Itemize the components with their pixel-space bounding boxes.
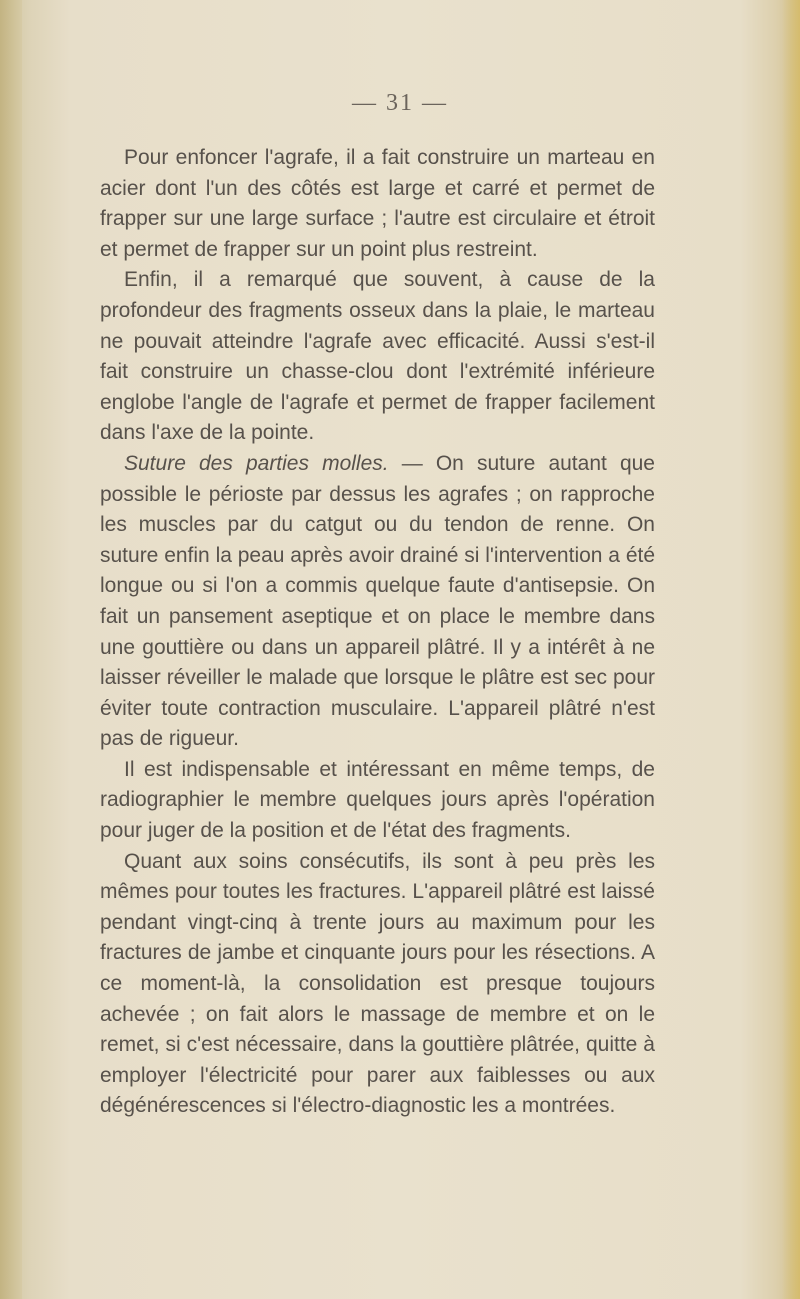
page-edge-stain <box>782 0 800 1299</box>
paragraph-text: Quant aux soins consécutifs, ils sont à peu près les mêmes pour toutes les fractures. L'appareil plâtré est laissé pendant vingt-cinq à trente jours au maximum pour les fractures de jambe et cinquante jours pour les résections. A ce moment-là, la consolidation est presque toujours achevée ; on fait alors le massage de membre et on le remet, si c'est nécessaire, dans la gouttière plâtrée, quitte à employer l'électricité pour parer aux faiblesses ou aux dégénérescences si l'électro-diagnostic les a montrées. <box>100 849 655 1118</box>
paragraph-text: Enfin, il a remarqué que souvent, à cause de la profondeur des fragments osseux dans la plaie, le marteau ne pouvait atteindre l'agrafe avec efficacité. Aussi s'est-il fait construire un chasse-clou dont l'extrémité inférieure englobe l'angle de l'agrafe et permet de frapper facilement dans l'axe de la pointe. <box>100 268 655 445</box>
paragraph-5 <box>100 847 655 1122</box>
paragraph-text: Il est indispensable et intéressant en même temps, de radiographier le membre quelques jours après l'opération pour juger de la position et de l'état des fragments. <box>100 757 655 843</box>
paragraph-text: — On suture autant que possible le périoste par dessus les agrafes ; on rapproche les muscles par du catgut ou du tendon de renne. On suture enfin la peau après avoir drainé si l'intervention a été longue ou si l'on a commis quelque faute d'antisepsie. On fait un pansement aseptique et on place le membre dans une gouttière ou dans un appareil plâtré. Il y a intérêt à ne laisser réveiller le malade que lorsque le plâtre est sec pour éviter toute contraction musculaire. L'appareil plâtré n'est pas de rigueur. <box>100 451 656 751</box>
paragraph-2 <box>100 265 655 449</box>
paragraph-1 <box>100 143 655 265</box>
paragraph-text: Pour enfoncer l'agrafe, il a fait construire un marteau en acier dont l'un des côtés est large et carré et permet de frapper sur une large surface ; l'autre est circulaire et étroit et permet de frapper sur un point plus restreint. <box>100 146 655 261</box>
paragraph-4 <box>100 755 655 847</box>
page-binding-shadow <box>0 0 22 1299</box>
section-heading: Suture des parties molles. <box>124 451 389 475</box>
paragraph-3 <box>100 449 655 755</box>
page-number: — 31 — <box>352 90 448 116</box>
body-text <box>100 143 655 1122</box>
